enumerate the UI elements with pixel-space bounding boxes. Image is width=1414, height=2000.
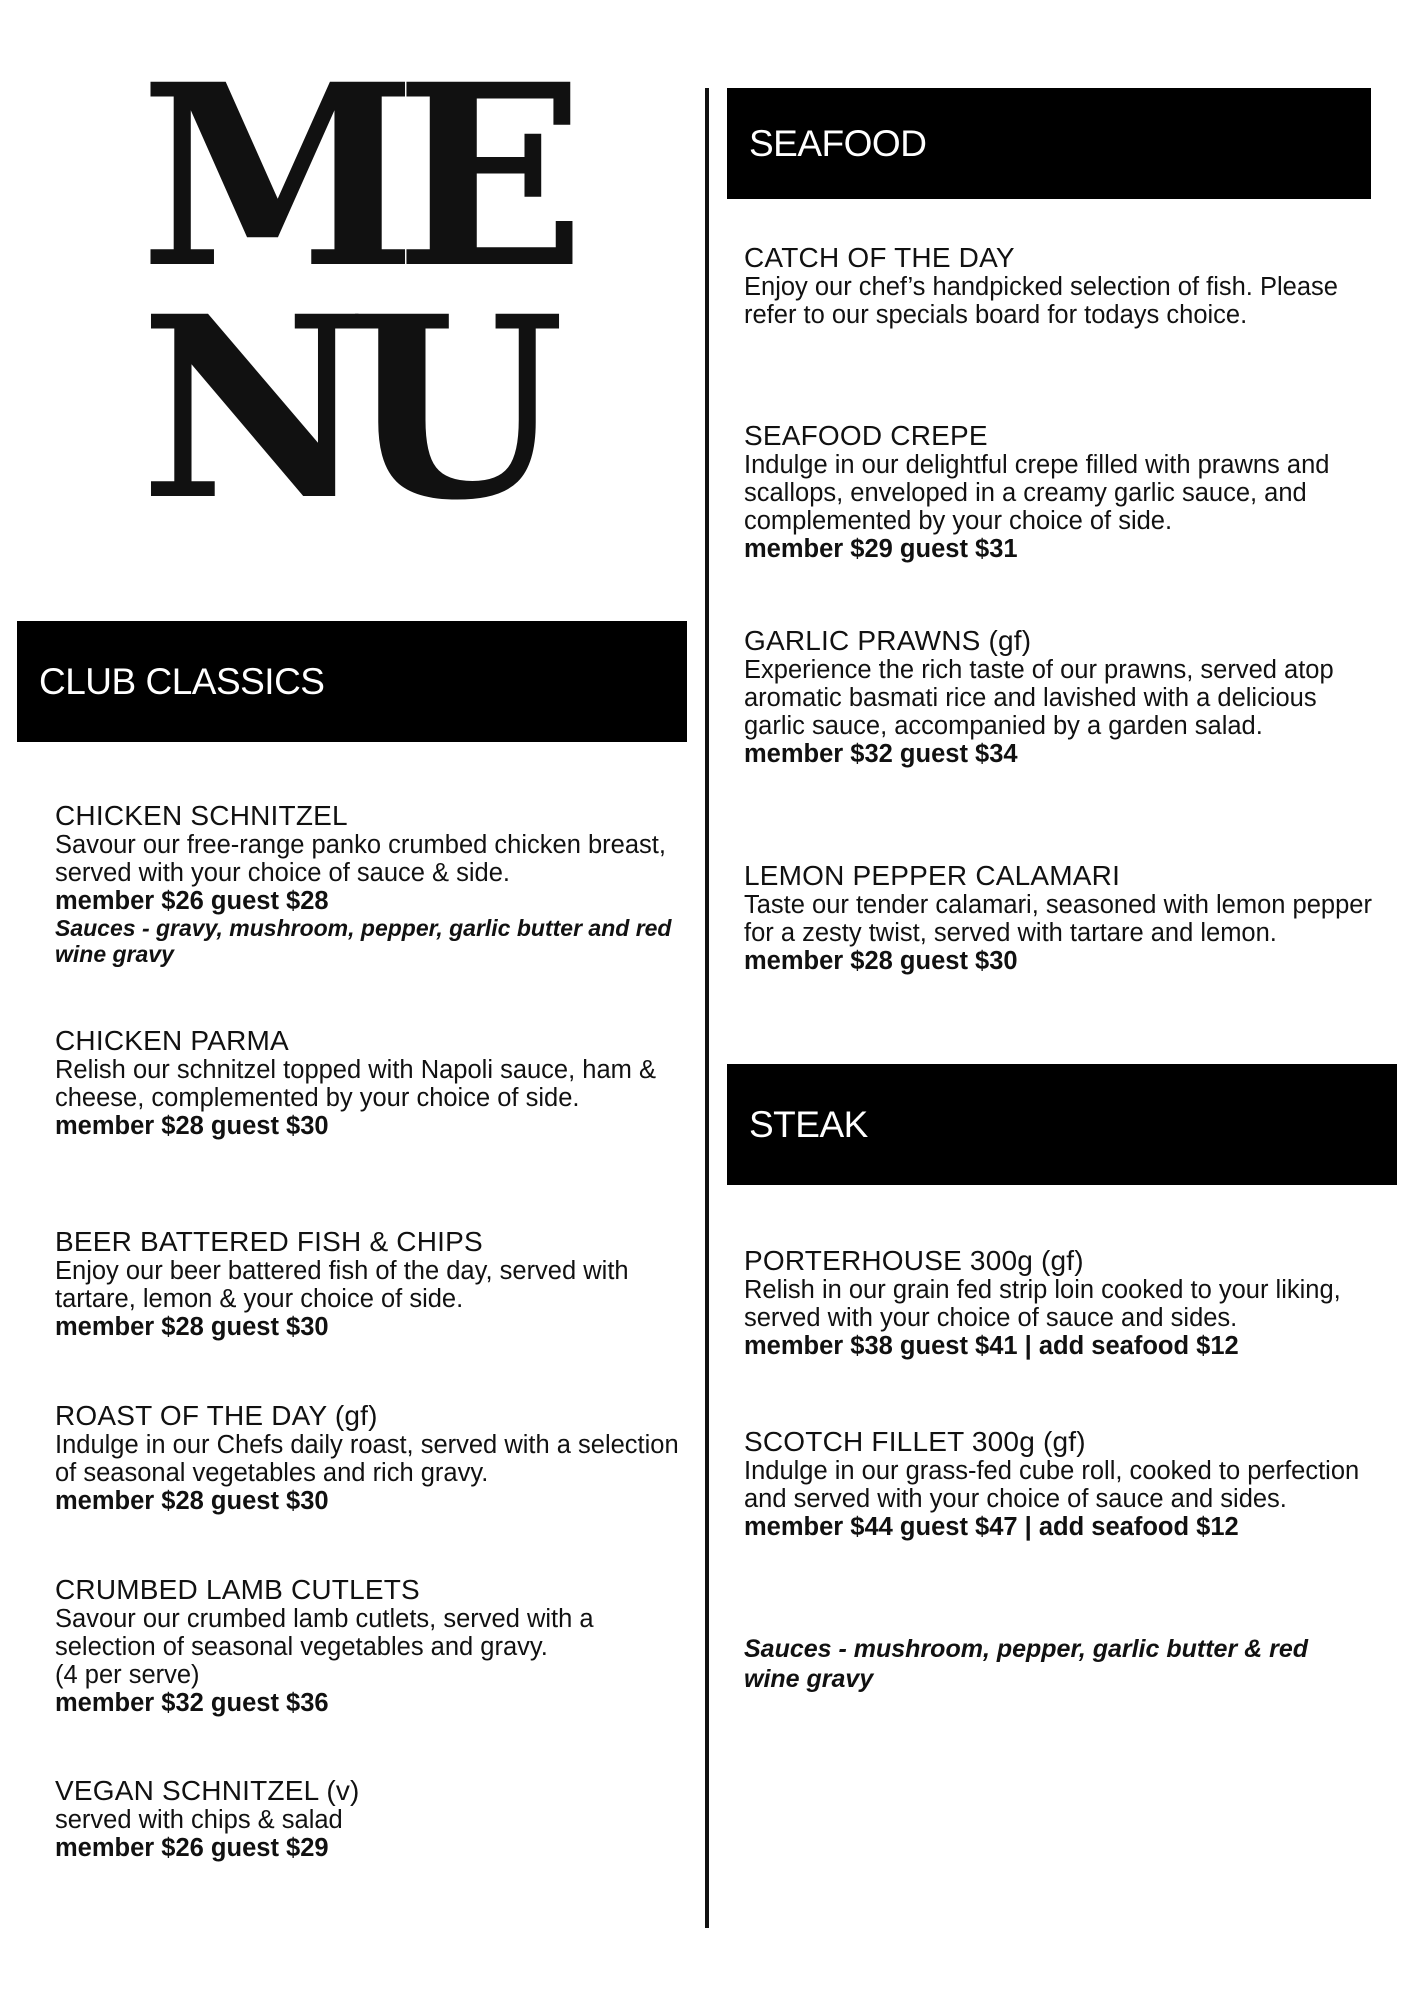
item-price: member $26 guest $29	[55, 1834, 329, 1862]
item-name: CHICKEN SCHNITZEL	[55, 800, 348, 831]
item-name: CATCH OF THE DAY	[744, 242, 1015, 273]
item-description: Savour our free-range panko crumbed chicken breast, served with your choice of sauce & side.	[55, 831, 666, 887]
item-name: LEMON PEPPER CALAMARI	[744, 860, 1121, 891]
item-name: BEER BATTERED FISH & CHIPS	[55, 1226, 483, 1257]
menu-item	[55, 1026, 695, 1140]
item-description: Indulge in our grass-fed cube roll, cooked to perfection and served with your choice of sauce and sides.	[744, 1457, 1360, 1513]
item-description: Savour our crumbed lamb cutlets, served with a selection of seasonal vegetables and gravy.	[55, 1605, 594, 1661]
item-description: Indulge in our delightful crepe filled with prawns and scallops, enveloped in a creamy garlic sauce, and complemented by your choice of side.	[744, 451, 1330, 535]
menu-item	[55, 801, 695, 967]
menu-logo	[140, 29, 580, 555]
section-header-seafood	[727, 88, 1371, 199]
menu-item	[744, 1427, 1384, 1541]
menu-item	[55, 1776, 695, 1862]
column-divider	[705, 88, 709, 1928]
item-name: VEGAN SCHNITZEL (v)	[55, 1775, 360, 1806]
menu-item	[744, 861, 1384, 975]
item-price: member $28 guest $30	[55, 1487, 329, 1515]
item-price: member $38 guest $41 | add seafood $12	[744, 1332, 1239, 1360]
item-name: GARLIC PRAWNS (gf)	[744, 625, 1032, 656]
menu-item	[744, 626, 1384, 768]
item-note: Sauces - gravy, mushroom, pepper, garlic butter and red wine gravy	[55, 915, 672, 967]
item-name: SCOTCH FILLET 300g (gf)	[744, 1426, 1086, 1457]
logo-line-1: ME	[140, 29, 564, 323]
item-description: Taste our tender calamari, seasoned with lemon pepper for a zesty twist, served with tartare and lemon.	[744, 891, 1372, 947]
item-name: PORTERHOUSE 300g (gf)	[744, 1245, 1084, 1276]
steak-sauces-note: Sauces - mushroom, pepper, garlic butter & red wine gravy	[744, 1635, 1309, 1693]
item-description: Enjoy our chef’s handpicked selection of fish. Please refer to our specials board for todays choice.	[744, 273, 1338, 329]
item-price: member $32 guest $36	[55, 1689, 329, 1717]
menu-item	[744, 1246, 1384, 1360]
section-header-steak	[727, 1064, 1397, 1185]
logo-line-2: NU	[140, 261, 543, 555]
item-price: member $26 guest $28	[55, 887, 329, 915]
section-header-club-classics	[17, 621, 687, 742]
item-description: Enjoy our beer battered fish of the day, served with tartare, lemon & your choice of side.	[55, 1257, 629, 1313]
item-price: member $44 guest $47 | add seafood $12	[744, 1513, 1239, 1541]
item-price: member $32 guest $34	[744, 740, 1018, 768]
menu-item	[744, 243, 1384, 329]
item-name: ROAST OF THE DAY (gf)	[55, 1400, 378, 1431]
menu-item	[55, 1575, 695, 1717]
item-description: Indulge in our Chefs daily roast, served with a selection of seasonal vegetables and rich gravy.	[55, 1431, 679, 1487]
section-title: CLUB CLASSICS	[39, 660, 325, 702]
item-serving: (4 per serve)	[55, 1661, 200, 1689]
item-price: member $29 guest $31	[744, 535, 1018, 563]
item-description: Relish our schnitzel topped with Napoli sauce, ham & cheese, complemented by your choice of side.	[55, 1056, 656, 1112]
menu-item	[744, 421, 1384, 563]
item-price: member $28 guest $30	[744, 947, 1018, 975]
item-name: CRUMBED LAMB CUTLETS	[55, 1574, 420, 1605]
section-title: STEAK	[749, 1103, 868, 1145]
item-description: Experience the rich taste of our prawns, served atop aromatic basmati rice and lavished with a delicious garlic sauce, accompanied by a garden salad.	[744, 656, 1334, 740]
item-price: member $28 guest $30	[55, 1112, 329, 1140]
item-description: served with chips & salad	[55, 1806, 343, 1834]
item-name: SEAFOOD CREPE	[744, 420, 988, 451]
menu-item	[55, 1227, 695, 1341]
item-description: Relish in our grain fed strip loin cooked to your liking, served with your choice of sauce and sides.	[744, 1276, 1341, 1332]
item-price: member $28 guest $30	[55, 1313, 329, 1341]
section-title: SEAFOOD	[749, 122, 927, 164]
item-name: CHICKEN PARMA	[55, 1025, 289, 1056]
menu-item	[55, 1401, 695, 1515]
